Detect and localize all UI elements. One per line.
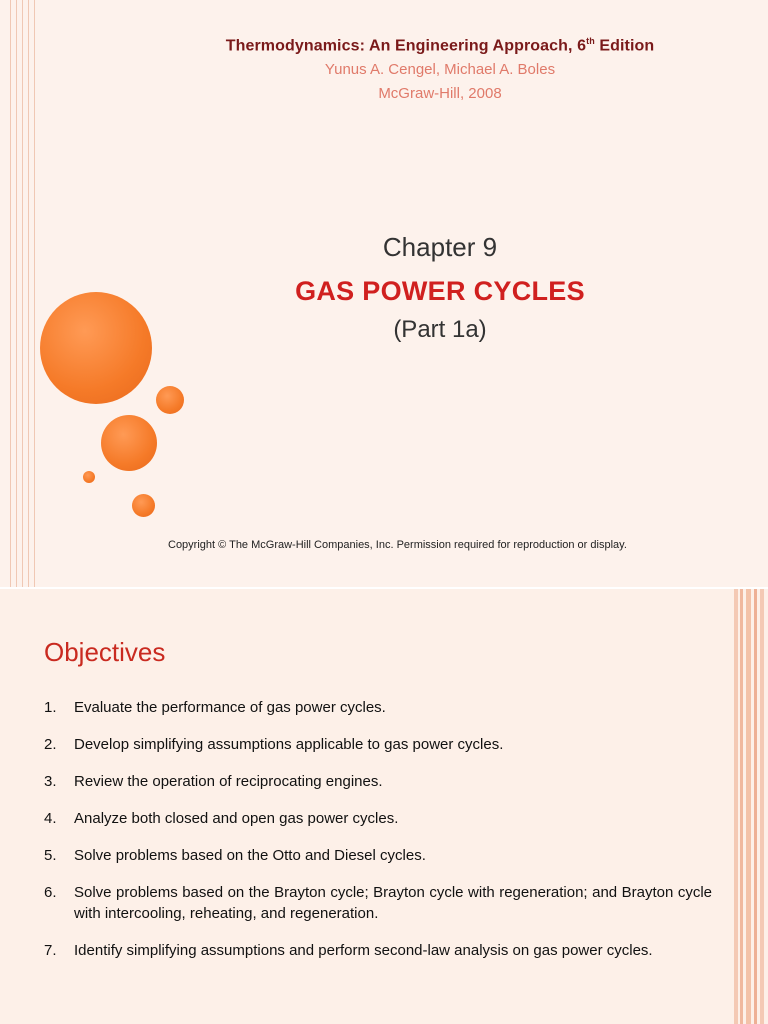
copyright-notice: Copyright © The McGraw-Hill Companies, Inc. Permission required for reproduction or display. — [168, 539, 627, 551]
list-item-number: 7. — [44, 942, 57, 959]
list-item-text: Develop simplifying assumptions applicable to gas power cycles. — [74, 736, 504, 753]
list-item — [44, 771, 712, 792]
small-orange-circle-icon — [132, 494, 155, 517]
objectives-heading: Objectives — [44, 637, 166, 667]
book-authors: Yunus A. Cengel, Michael A. Boles — [324, 61, 556, 78]
medium-orange-circle-icon — [101, 415, 157, 471]
list-item — [44, 882, 712, 924]
list-item-number: 1. — [44, 699, 57, 716]
decorative-line — [22, 0, 23, 587]
decorative-stripe — [754, 589, 757, 1024]
objectives-list — [44, 697, 712, 977]
list-item-number: 3. — [44, 773, 57, 790]
chapter-part: (Part 1a) — [393, 316, 487, 343]
list-item-text: Evaluate the performance of gas power cycles. — [74, 699, 386, 716]
list-item-number: 2. — [44, 736, 57, 753]
decorative-stripe — [734, 589, 738, 1024]
list-item-text: Analyze both closed and open gas power cycles. — [74, 810, 399, 827]
decorative-line — [10, 0, 11, 587]
list-item-number: 5. — [44, 847, 57, 864]
tiny-orange-circle-icon — [83, 471, 95, 483]
chapter-title: GAS POWER CYCLES — [295, 276, 585, 306]
list-item-number: 4. — [44, 810, 57, 827]
list-item — [44, 808, 712, 829]
list-item-number: 6. — [44, 884, 57, 901]
objectives-slide — [0, 589, 768, 1024]
book-publisher: McGraw-Hill, 2008 — [378, 85, 502, 102]
list-item-text: Solve problems based on the Otto and Diesel cycles. — [74, 847, 426, 864]
list-item — [44, 940, 712, 961]
decorative-line — [28, 0, 29, 587]
list-item — [44, 845, 712, 866]
decorative-line — [34, 0, 35, 587]
chapter-number: Chapter 9 — [382, 232, 498, 262]
decorative-line — [16, 0, 17, 587]
list-item — [44, 697, 712, 718]
large-orange-circle-icon — [40, 292, 152, 404]
list-item-text: Review the operation of reciprocating engines. — [74, 773, 383, 790]
decorative-stripe — [740, 589, 743, 1024]
list-item-text: Solve problems based on the Brayton cycle; Brayton cycle with regeneration; and Brayton cycle with intercooling, reheating, and regeneration. — [74, 884, 712, 922]
decorative-stripe — [760, 589, 764, 1024]
small-orange-circle-icon — [156, 386, 184, 414]
decorative-stripe — [746, 589, 751, 1024]
book-title: Thermodynamics: An Engineering Approach, 6th Edition — [225, 36, 655, 55]
list-item — [44, 734, 712, 755]
list-item-text: Identify simplifying assumptions and perform second-law analysis on gas power cycles. — [74, 942, 653, 959]
